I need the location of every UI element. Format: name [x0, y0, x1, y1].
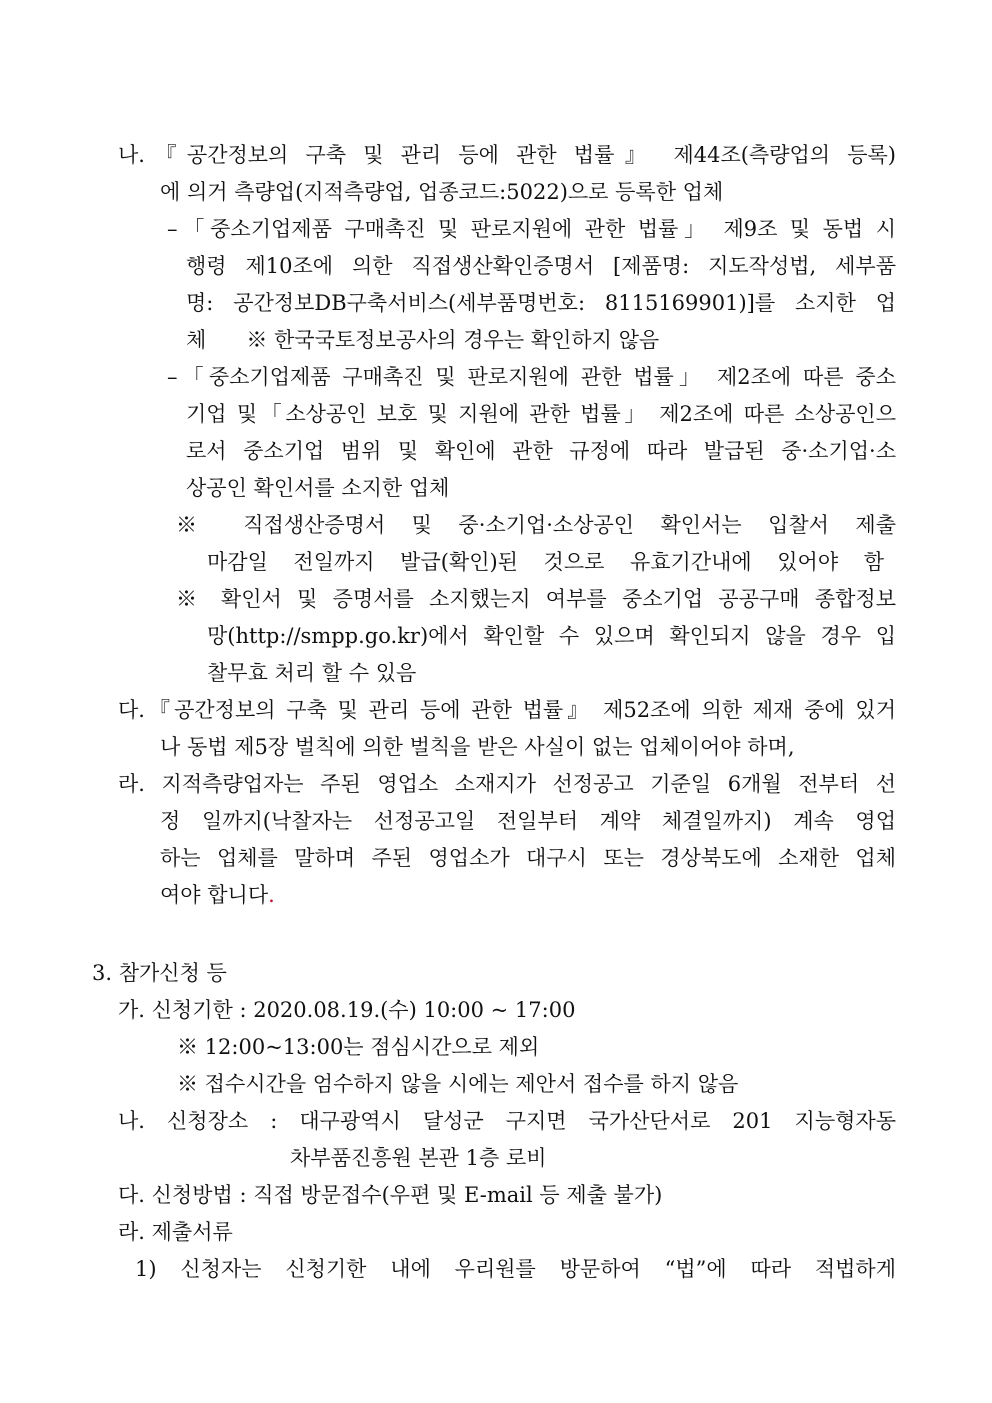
trailing-period: . — [268, 883, 275, 907]
note-2-line-3: 찰무효 처리 할 수 있음 — [207, 661, 417, 685]
sub-item-2-line-3: 로서 중소기업 범위 및 확인에 관한 규정에 따라 발급된 중·소기업·소 — [186, 439, 896, 463]
sub-item-2-line-4: 상공인 확인서를 소지한 업체 — [186, 476, 450, 500]
item-ra-line-2: 정 일까지(낙찰자는 선정공고일 전일부터 계약 체결일까지) 계속 영업 — [160, 809, 896, 833]
item-ga-application-deadline: 가. 신청기한 : 2020.08.19.(수) 10:00 ~ 17:00 — [118, 998, 576, 1022]
item-na-line-1: 나.『공간정보의 구축 및 관리 등에 관한 법률』 제44조(측량업의 등록) — [118, 143, 896, 167]
item-ra-line-3: 하는 업체를 말하며 주된 영업소가 대구시 또는 경상북도에 소재한 업체 — [160, 846, 896, 870]
note-2-line-2: 망(http://smpp.go.kr)에서 확인할 수 있으며 확인되지 않을 경우 입 — [207, 624, 896, 648]
note-1-line-1: ※ 직접생산증명서 및 중·소기업·소상공인 확인서는 입찰서 제출 — [176, 513, 896, 537]
sub-item-1-line-3: 명: 공간정보DB구축서비스(세부품명번호: 8115169901)]를 소지한 업 — [186, 291, 896, 315]
item-na-application-place: 나. 신청장소 : 대구광역시 달성군 구지면 국가산단서로 201 지능형자동 — [118, 1109, 896, 1133]
sub-item-1-line-1: –「중소기업제품 구매촉진 및 판로지원에 관한 법률」 제9조 및 동법 시 — [167, 217, 896, 241]
item-ra-line-4 — [160, 881, 275, 909]
item-da-line-1: 다.『공간정보의 구축 및 관리 등에 관한 법률』 제52조에 의한 제재 중에 있거 — [118, 698, 896, 722]
note-2-line-1: ※ 확인서 및 증명서를 소지했는지 여부를 중소기업 공공구매 종합정보 — [176, 587, 896, 611]
item-da-application-method: 다. 신청방법 : 직접 방문접수(우편 및 E-mail 등 제출 불가) — [118, 1183, 663, 1207]
item-na-line-2: 에 의거 측량업(지적측량업, 업종코드:5022)으로 등록한 업체 — [160, 180, 724, 204]
sub-item-2-line-1: –「중소기업제품 구매촉진 및 판로지원에 관한 법률」 제2조에 따른 중소 — [167, 365, 896, 389]
sub-item-1-line-4: 체 ※ 한국국토정보공사의 경우는 확인하지 않음 — [186, 328, 660, 352]
item-da-line-2: 나 동법 제5장 벌칙에 의한 벌칙을 받은 사실이 없는 업체이어야 하며, — [160, 735, 795, 759]
item-ra-line-1: 라. 지적측량업자는 주된 영업소 소재지가 선정공고 기준일 6개월 전부터 선 — [118, 772, 896, 796]
documents-sub-item-1: 1) 신청자는 신청기한 내에 우리원를 방문하여 “법”에 따라 적법하게 — [135, 1257, 896, 1281]
note-strict-time: ※ 접수시간을 엄수하지 않을 시에는 제안서 접수를 하지 않음 — [177, 1072, 739, 1096]
item-ra-line-4-text: 여야 합니다 — [160, 883, 269, 907]
sub-item-1-line-2: 행령 제10조에 의한 직접생산확인증명서 [제품명: 지도작성법, 세부품 — [186, 254, 896, 278]
section-3-heading: 3. 참가신청 등 — [92, 961, 227, 985]
sub-item-2-line-2: 기업 및「소상공인 보호 및 지원에 관한 법률」 제2조에 따른 소상공인으 — [186, 402, 896, 426]
item-na-application-place-cont: 차부품진흥원 본관 1층 로비 — [290, 1146, 547, 1170]
item-ra-documents: 라. 제출서류 — [118, 1220, 233, 1244]
note-lunch-time: ※ 12:00~13:00는 점심시간으로 제외 — [177, 1035, 540, 1059]
note-1-line-2: 마감일 전일까지 발급(확인)된 것으로 유효기간내에 있어야 함 — [207, 550, 884, 574]
